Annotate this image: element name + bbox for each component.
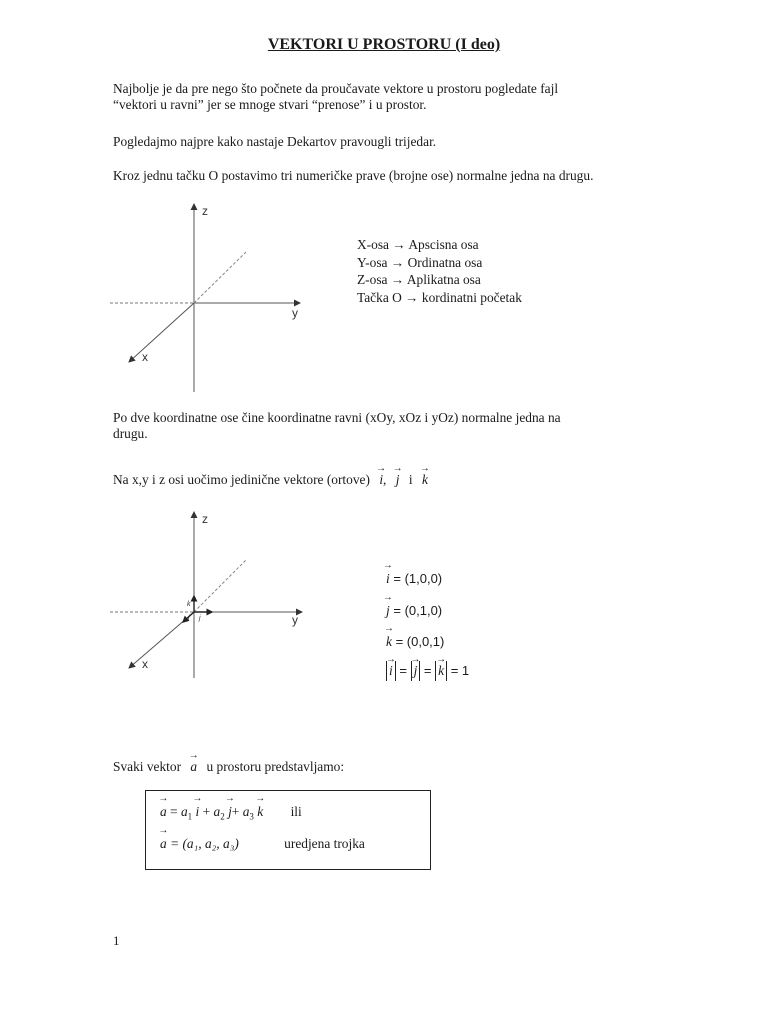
vector-decomposition-formula: → $a = a_1 \to i + a_2 \to j+ a_3 \to k$ ili: [160, 804, 302, 822]
unit-vectors-text: Na x,y i z osi uočimo jedinične vektore (ortove): [113, 472, 370, 487]
vector-j: → j: [414, 661, 418, 681]
paragraph-axes: Kroz jednu tačku O postavimo tri numeričke prave (brojne ose) normalne jedna na drugu.: [113, 168, 594, 183]
unit-vectors-norm-equation: → i = → j = → k = 1: [386, 661, 469, 681]
unit-vector-j-value: = (0,1,0): [393, 603, 443, 618]
vector-a: → a: [190, 759, 197, 775]
vector-i: → i: [379, 472, 383, 488]
separator: ,: [383, 472, 387, 487]
vector-i: → i: [389, 661, 393, 681]
vector-i: → i: [386, 571, 390, 587]
unit-vector-j-definition: [386, 603, 442, 619]
y-axis-label: y: [292, 613, 298, 627]
x-axis-negative-dashed: [194, 252, 246, 303]
unit-vector-k-label: k: [187, 601, 191, 608]
vector-coordinates-formula: → a = (a₁, a₂, a₃) uredjena trojka: [160, 836, 365, 852]
unit-vector-k-definition: [386, 634, 444, 650]
legend-item: Y-osa → Ordinatna osa: [357, 254, 483, 270]
vector-k: → k: [438, 661, 444, 681]
page-number: 1: [113, 933, 120, 948]
sentence-end: u prostoru predstavljamo:: [206, 759, 345, 774]
x-axis-label: x: [142, 657, 148, 671]
z-axis-label: z: [202, 512, 208, 526]
x-axis-negative-dashed: [194, 560, 246, 612]
planes-line-2: drugu.: [113, 426, 148, 441]
legend-item: X-osa → Apscisna osa: [357, 237, 479, 252]
legend-item: Z-osa → Aplikatna osa: [357, 272, 481, 287]
x-axis-line: [129, 303, 194, 362]
sentence-start: Svaki vektor: [113, 759, 182, 774]
conjunction: i: [408, 472, 413, 487]
vector-k: → k: [422, 472, 428, 488]
vector-k: → k: [386, 634, 392, 650]
x-axis-label: x: [142, 350, 148, 364]
unit-vector-j-label: j: [199, 615, 201, 622]
norm-value: = 1: [450, 663, 470, 678]
vector-j: → j: [396, 472, 400, 488]
unit-vector-i-value: = (1,0,0): [393, 571, 443, 586]
vector-formula-box: [145, 790, 431, 870]
unit-vector-i-definition: [386, 571, 442, 587]
page-title: VEKTORI U PROSTORU (I deo): [267, 36, 501, 53]
planes-line-1: Po dve koordinatne ose čine koordinatne ravni (xOy, xOz i yOz) normalne jedna na: [113, 410, 561, 425]
vector-j: → j: [386, 603, 390, 619]
vector-representation-sentence: [113, 759, 344, 775]
vector-coordinates-value: = (a₁, a₂, a₃): [170, 836, 239, 851]
z-axis-label: z: [202, 204, 208, 218]
unit-vectors-sentence: [113, 472, 428, 488]
unit-vectors-diagram: [110, 506, 320, 678]
y-axis-label: y: [292, 306, 298, 320]
paragraph-trijedar: Pogledajmo najpre kako nastaje Dekartov pravougli trijedar.: [113, 134, 437, 149]
legend-item: Tačka O → kordinatni početak: [357, 289, 522, 305]
axes-legend: [357, 236, 522, 306]
intro-line-1: Najbolje je da pre nego što počnete da proučavate vektore u prostoru pogledate fajl: [113, 81, 559, 96]
axes-diagram: [110, 196, 320, 392]
formula-or-label: ili: [290, 804, 302, 819]
unit-vector-k-value: = (0,0,1): [395, 634, 445, 649]
ordered-triple-label: uredjena trojka: [284, 836, 365, 851]
unit-vector-i-label: i: [188, 615, 190, 622]
intro-line-2: “vektori u ravni” jer se mnoge stvari “prenose” i u prostor.: [113, 97, 427, 112]
